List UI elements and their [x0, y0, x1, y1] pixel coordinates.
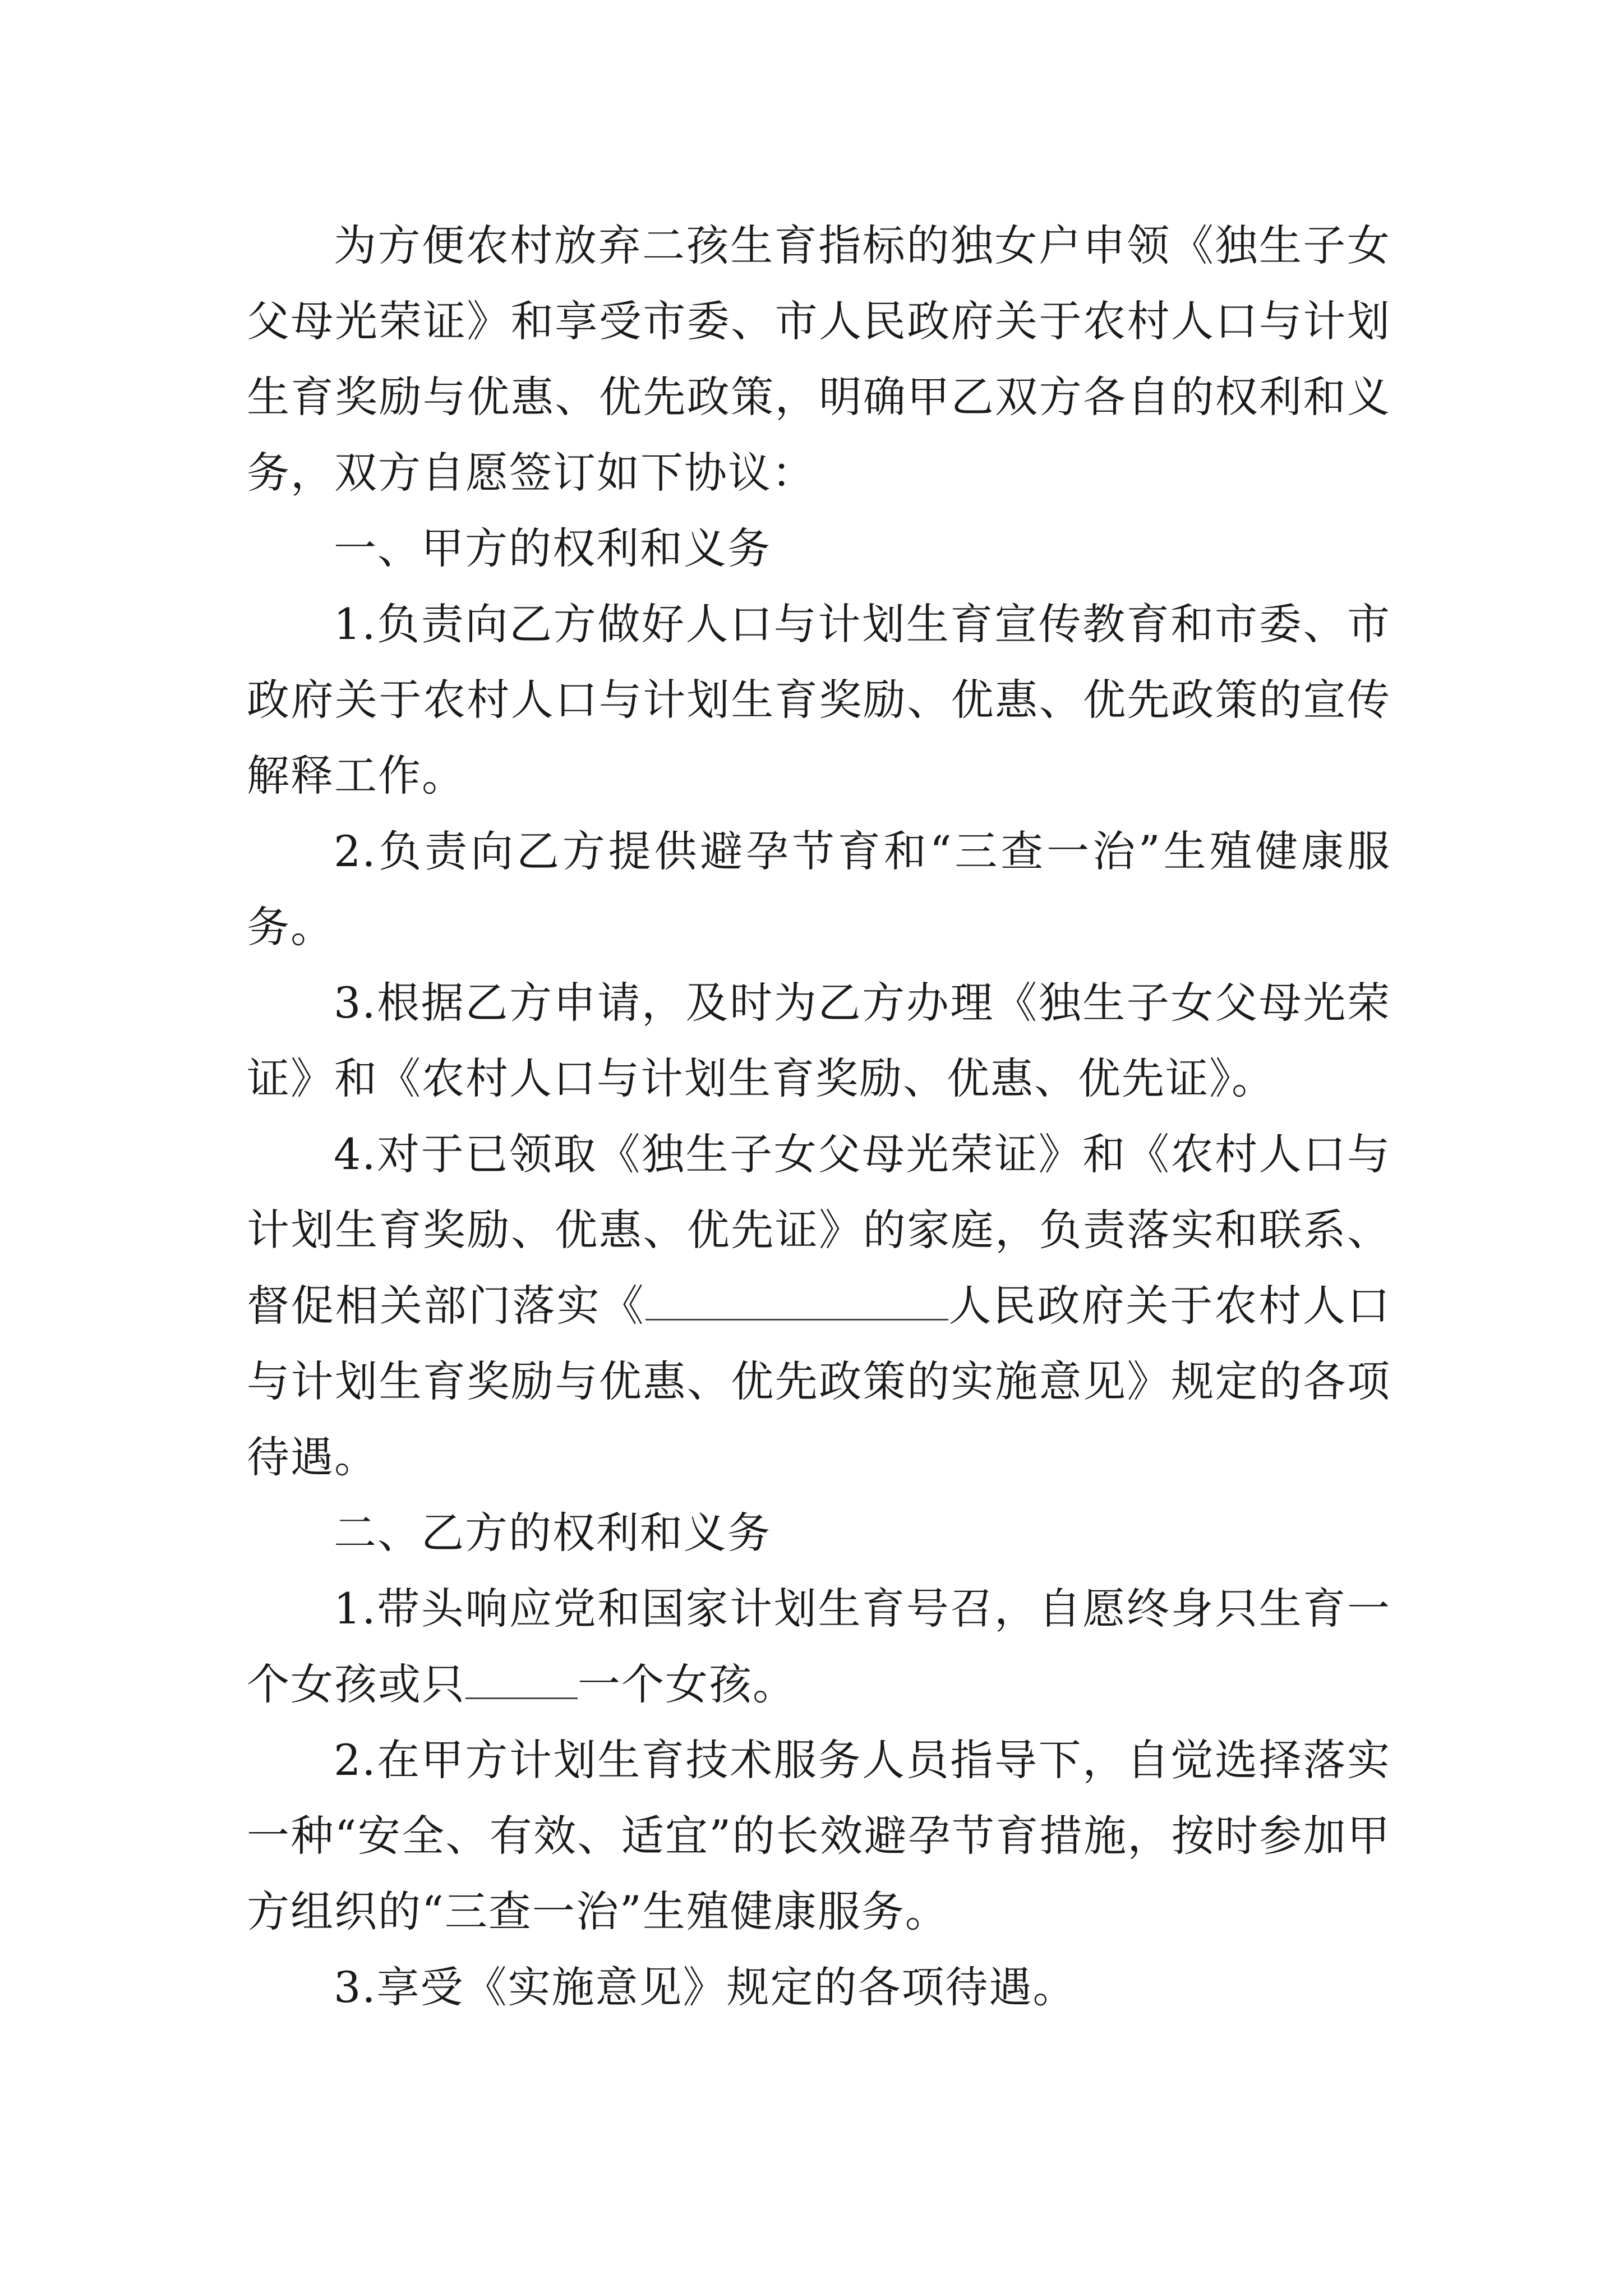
section1-heading: 一、甲方的权利和义务 [334, 523, 771, 573]
section1-item1: 1.负责向乙方做好人口与计划生育宣传教育和市委、市政府关于农村人口与计划生育奖励、优惠、优先政策的宣传解释工作。 [247, 599, 1391, 800]
section1-item2: 2.负责向乙方提供避孕节育和“三查一治”生殖健康服务。 [247, 826, 1391, 952]
section1-item4-text-after: 人民政府关于农村人口与计划生育奖励与优惠、优先政策的实施意见》规定的各项待遇。 [247, 1281, 1391, 1482]
intro-paragraph: 为方便农村放弃二孩生育指标的独女户申领《独生子女父母光荣证》和享受市委、市人民政府关于农村人口与计划生育奖励与优惠、优先政策，明确甲乙双方各自的权利和义务，双方自愿签订如下协议： [247, 220, 1391, 498]
section1-item4 [247, 1116, 1391, 1495]
fill-in-blank-child [465, 1658, 578, 1699]
section1-item3: 3.根据乙方申请，及时为乙方办理《独生子女父母光荣证》和《农村人口与计划生育奖励、优惠、优先证》。 [247, 978, 1391, 1103]
document-body [247, 208, 1391, 2025]
section2-item3: 3.享受《实施意见》规定的各项待遇。 [334, 1962, 1077, 2012]
section2-item2: 2.在甲方计划生育技术服务人员指导下，自觉选择落实一种“安全、有效、适宜”的长效避孕节育措施，按时参加甲方组织的“三查一治”生殖健康服务。 [247, 1735, 1391, 1936]
section2-item1-text-after: 一个女孩。 [578, 1659, 796, 1709]
section2-item1 [247, 1571, 1391, 1722]
section2-item1-text-before: 1.带头响应党和国家计划生育号召，自愿终身只生育一个女孩或只 [247, 1584, 1391, 1709]
section1-item4-text-before: 4.对于已领取《独生子女父母光荣证》和《农村人口与计划生育奖励、优惠、优先证》的家庭，负责落实和联系、督促相关部门落实《 [247, 1129, 1391, 1331]
fill-in-blank-government [645, 1280, 948, 1320]
section2-heading: 二、乙方的权利和义务 [334, 1508, 771, 1558]
